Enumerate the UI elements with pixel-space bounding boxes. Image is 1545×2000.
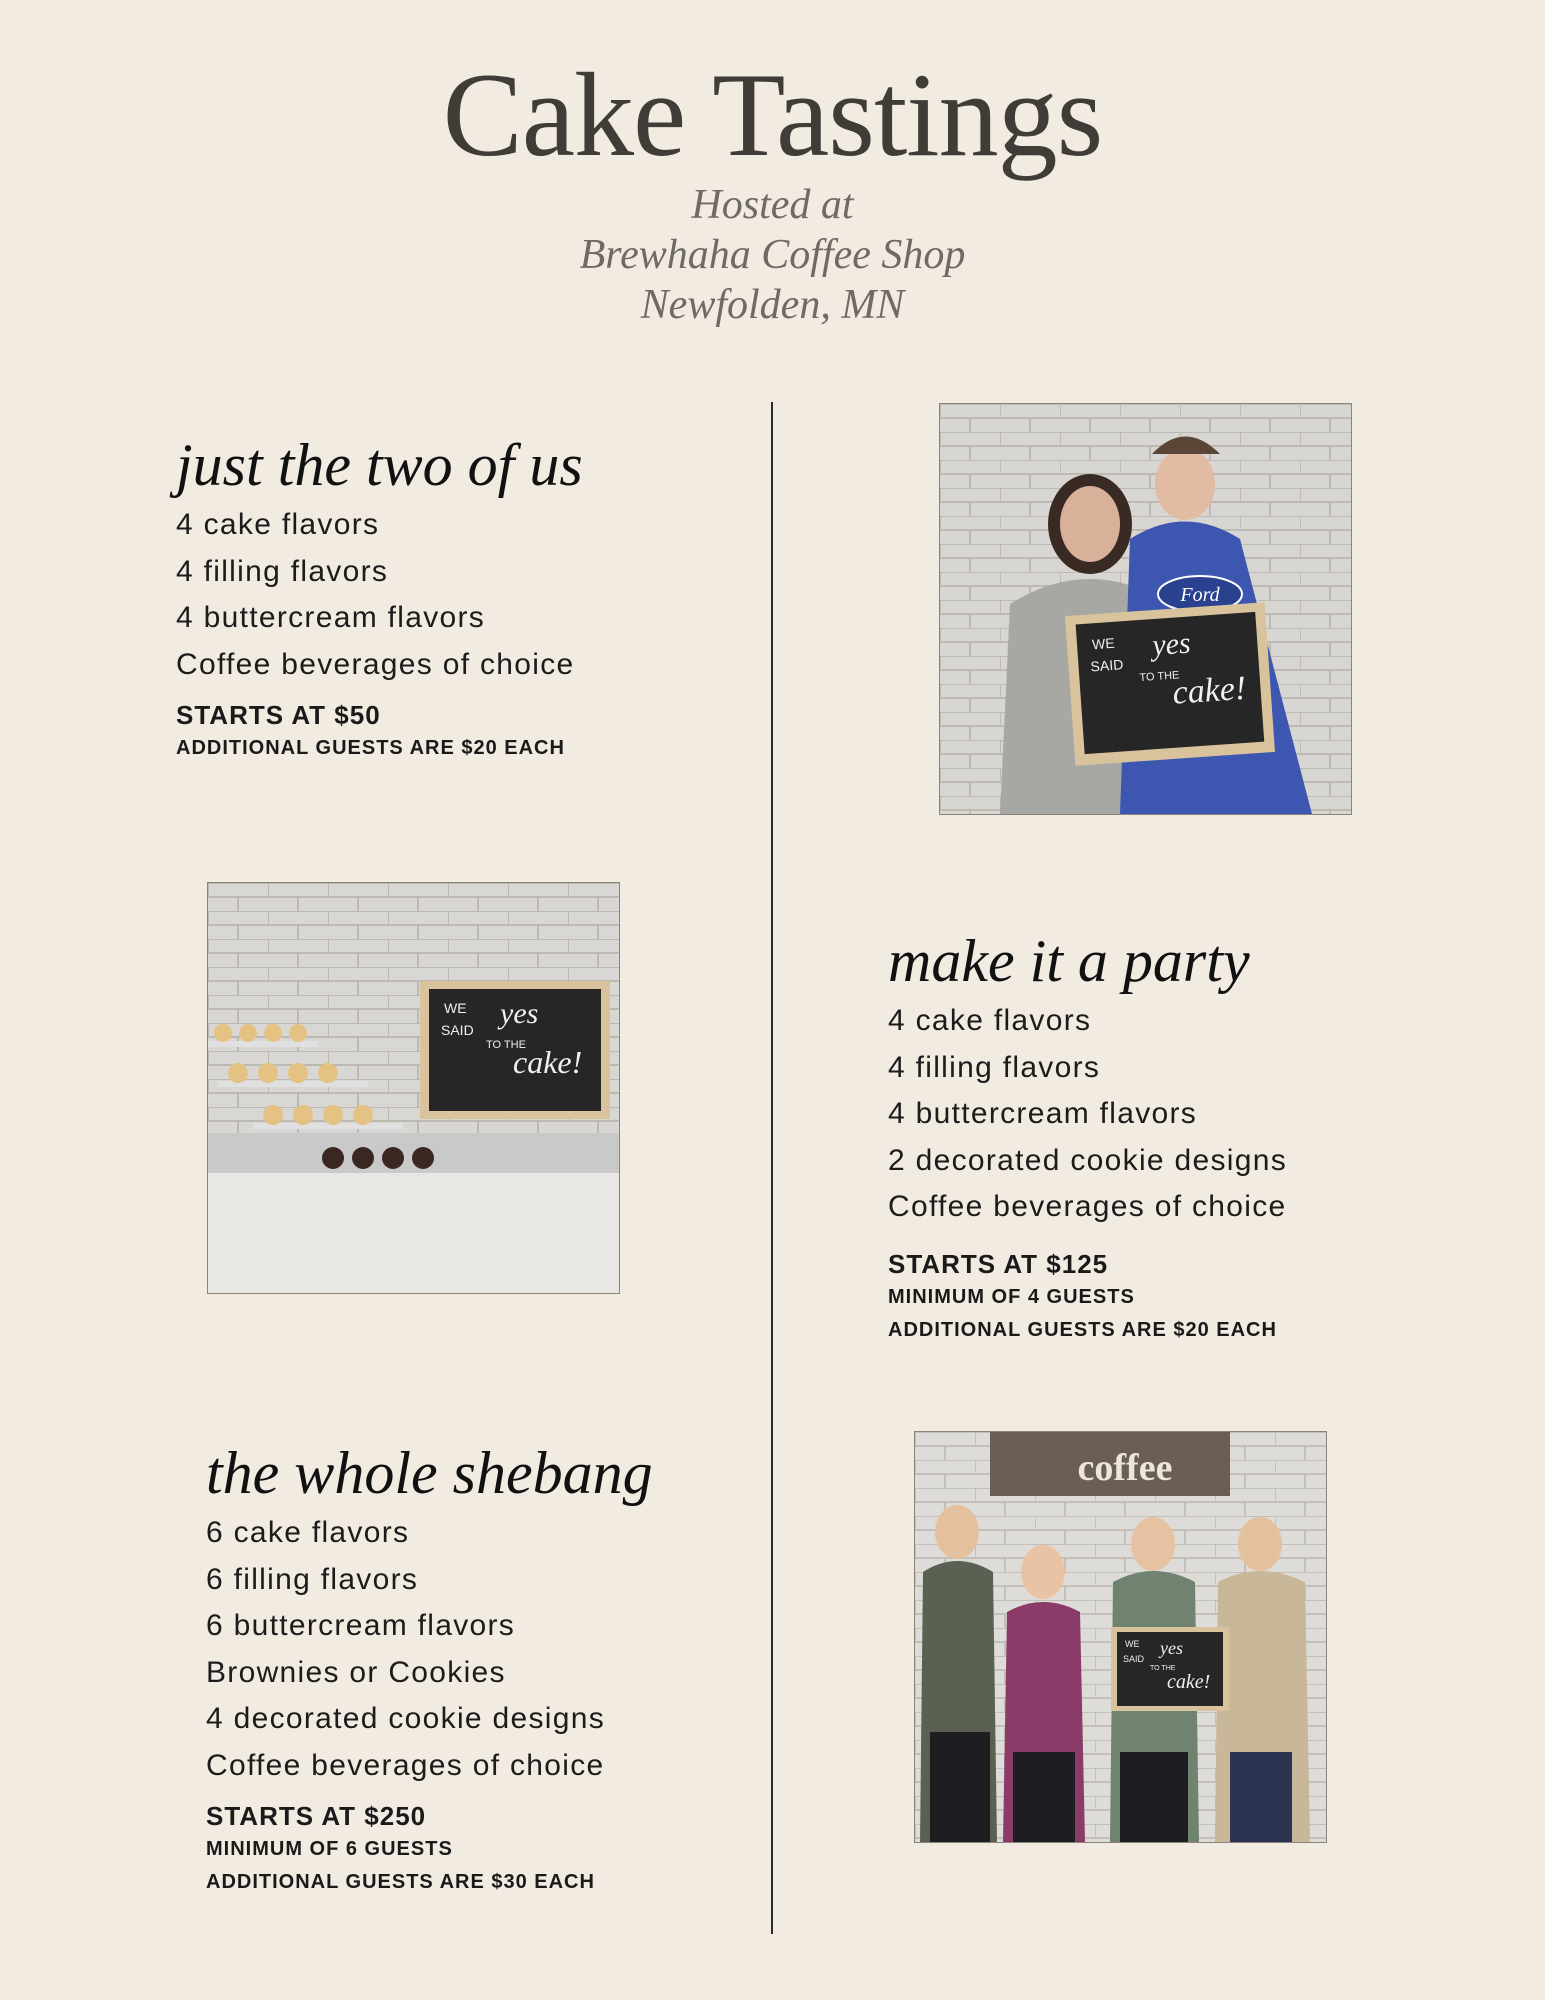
package-name: just the two of us [176, 432, 583, 498]
feature-item: 2 decorated cookie designs [888, 1143, 1288, 1177]
feature-item: 4 filling flavors [888, 1050, 1101, 1084]
package-name: make it a party [888, 928, 1250, 994]
group-photo [914, 1431, 1327, 1843]
sign-text: TO THE [486, 1039, 526, 1051]
sign-text: WE [1091, 634, 1116, 653]
venue-location: Newfolden, MN [640, 282, 905, 328]
feature-item: Brownies or Cookies [206, 1655, 506, 1689]
sign-text: WE [1125, 1639, 1140, 1649]
package-note: ADDITIONAL GUESTS ARE $30 EACH [206, 1871, 595, 1893]
jersey-logo-text: Ford [1180, 584, 1220, 606]
package-price: STARTS AT $50 [176, 700, 381, 730]
couple-photo [939, 403, 1352, 815]
feature-item: 4 buttercream flavors [888, 1097, 1198, 1130]
package-note: MINIMUM OF 6 GUESTS [206, 1838, 453, 1860]
wall-sign-text: coffee [1077, 1447, 1173, 1489]
sign-text: WE [444, 1000, 467, 1016]
package-note: MINIMUM OF 4 GUESTS [888, 1285, 1135, 1308]
feature-item: 6 buttercream flavors [206, 1609, 516, 1642]
hosted-at-label: Hosted at [691, 182, 854, 228]
feature-item: 4 cake flavors [888, 1004, 1092, 1037]
package-price: STARTS AT $125 [888, 1248, 1109, 1279]
dessert-table-photo [207, 882, 620, 1294]
package-name: the whole shebang [206, 1440, 653, 1506]
feature-item: 6 filling flavors [206, 1562, 419, 1596]
sign-text: SAID [441, 1022, 474, 1038]
sign-text: cake! [513, 1044, 583, 1080]
sign-text: SAID [1090, 656, 1124, 675]
feature-item: 6 cake flavors [206, 1516, 410, 1549]
page-title: Cake Tastings [442, 48, 1103, 181]
feature-item: 4 cake flavors [176, 508, 380, 541]
sign-text: cake! [1167, 1671, 1211, 1693]
package-note: ADDITIONAL GUESTS ARE $20 EACH [176, 737, 565, 759]
sign-text: SAID [1123, 1654, 1145, 1664]
package-price: STARTS AT $250 [206, 1801, 427, 1831]
package-whole-shebang [206, 1440, 653, 1899]
sign-text: cake! [1171, 669, 1248, 712]
center-divider [771, 402, 773, 1934]
sign-text: TO THE [1139, 669, 1180, 685]
feature-item: Coffee beverages of choice [176, 647, 575, 681]
feature-item: Coffee beverages of choice [206, 1748, 605, 1782]
sign-text: yes [1151, 626, 1192, 663]
page-header [0, 50, 1545, 330]
sign-text: yes [1160, 1638, 1183, 1658]
feature-item: Coffee beverages of choice [888, 1190, 1287, 1223]
sign-text: TO THE [1150, 1665, 1176, 1672]
feature-item: 4 buttercream flavors [176, 601, 486, 634]
feature-item: 4 decorated cookie designs [206, 1702, 606, 1735]
package-note: ADDITIONAL GUESTS ARE $20 EACH [888, 1318, 1277, 1341]
feature-item: 4 filling flavors [176, 554, 389, 588]
venue-name: Brewhaha Coffee Shop [579, 232, 966, 278]
package-make-it-a-party [888, 928, 1287, 1347]
package-two-of-us [176, 432, 583, 765]
sign-text: yes [500, 997, 539, 1030]
